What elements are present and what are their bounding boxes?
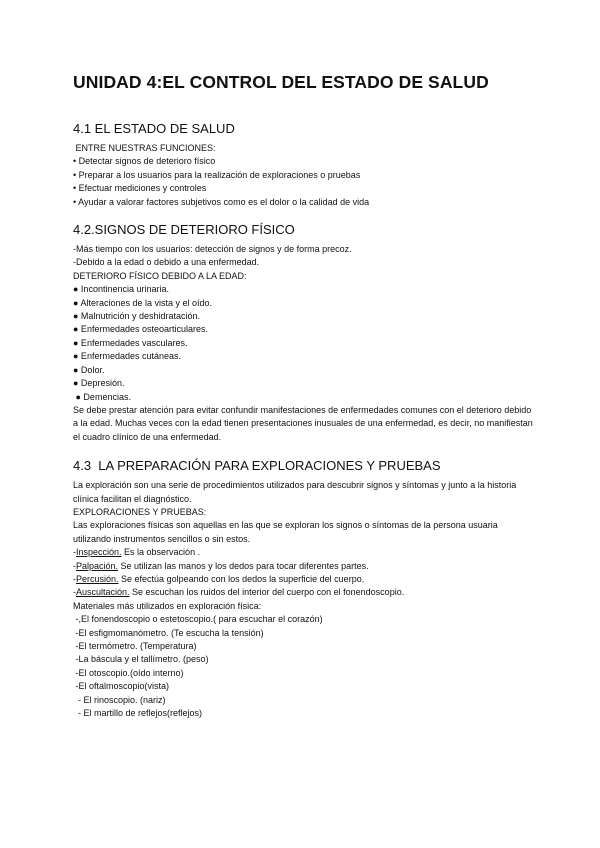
document-body — [73, 72, 533, 720]
list-item: -El oftalmoscopio(vista) — [73, 681, 170, 692]
list-item: -La báscula y el tallímetro. (peso) — [73, 654, 209, 665]
technique-term: Percusión. — [76, 573, 119, 584]
section-heading: 4.2.SIGNOS DE DETERIORO FÍSICO — [73, 222, 295, 238]
list-item: -,El fonendoscopio o estetoscopio.( para escuchar el corazón) — [73, 614, 323, 625]
list-item: ● Malnutrición y deshidratación. — [73, 311, 200, 322]
technique-text: Se escuchan los ruidos del interior del cuerpo con el fonendoscopio. — [129, 587, 405, 598]
deterioro-list — [73, 283, 533, 404]
section-intro: ENTRE NUESTRAS FUNCIONES: — [73, 143, 216, 153]
list-item: ● Demencias. — [73, 391, 131, 402]
technique-item — [73, 546, 533, 559]
materials-title: Materiales más utilizados en exploración física: — [73, 600, 262, 611]
section-heading: 4.3 LA PREPARACIÓN PARA EXPLORACIONES Y PRUEBAS — [73, 458, 441, 474]
text-line: -Debido a la edad o debido a una enfermedad. — [73, 257, 260, 268]
list-item: ● Enfermedades vasculares. — [73, 337, 188, 348]
section-preparacion-exploraciones — [73, 457, 533, 720]
technique-item — [73, 573, 533, 586]
list-item: ● Depresión. — [73, 378, 125, 389]
document-title: UNIDAD 4:EL CONTROL DEL ESTADO DE SALUD — [73, 72, 489, 92]
text-line: -Más tiempo con los usuarios: detección de signos y de forma precoz. — [73, 244, 352, 255]
list-item: ● Alteraciones de la vista y el oído. — [73, 297, 213, 308]
dash: - — [73, 547, 76, 558]
techniques-list — [73, 546, 533, 600]
list-item: ● Enfermedades osteoarticulares. — [73, 324, 209, 335]
list-item: ● Incontinencia urinaria. — [73, 284, 169, 295]
materials-list — [73, 613, 533, 720]
dash: - — [73, 587, 76, 598]
list-item: • Detectar signos de deterioro físico — [73, 156, 216, 167]
list-item: -El esfigmomanómetro. (Te escucha la tensión) — [73, 627, 264, 638]
technique-text: Es la observación . — [121, 547, 201, 558]
technique-item — [73, 586, 533, 599]
text-line: DETERIORO FÍSICO DEBIDO A LA EDAD: — [73, 270, 247, 281]
technique-term: Auscultación. — [76, 587, 130, 598]
section-estado-de-salud — [73, 120, 533, 209]
technique-text: Se efectúa golpeando con los dedos la superficie del cuerpo. — [118, 573, 365, 584]
list-item: ● Enfermedades cutáneas. — [73, 351, 181, 362]
paragraph: Las exploraciones físicas son aquellas en las que se exploran los signos o síntomas de la persona usuaria utilizando instrumentos sencillos o sin estos. — [73, 520, 498, 544]
dash: - — [73, 573, 76, 584]
list-item: • Preparar a los usuarios para la realización de exploraciones o pruebas — [73, 169, 361, 180]
list-item: - El rinoscopio. (nariz) — [73, 694, 166, 705]
paragraph: Se debe prestar atención para evitar confundir manifestaciones de enfermedades comunes con el deterioro debido a la edad. Muchas veces con la edad tienen presentaciones inusuales de una enfermedad, es decir, no manifiestan el cuadro clínico de una enfermedad. — [73, 404, 533, 442]
technique-text: Se utilizan las manos y los dedos para tocar diferentes partes. — [118, 560, 369, 571]
list-item: • Ayudar a valorar factores subjetivos como es el dolor o la calidad de vida — [73, 196, 370, 207]
section-heading: 4.1 EL ESTADO DE SALUD — [73, 121, 235, 136]
functions-list — [73, 155, 533, 209]
subheading: EXPLORACIONES Y PRUEBAS: — [73, 506, 207, 517]
list-item: -El termómetro. (Temperatura) — [73, 641, 197, 651]
dash: - — [73, 560, 76, 571]
list-item: ● Dolor. — [73, 364, 105, 375]
section-signos-deterioro — [73, 221, 533, 444]
technique-item — [73, 560, 533, 573]
paragraph: La exploración son una serie de procedimientos utilizados para descubrir signos y síntomas y junto a la historia clínica facilitan el diagnóstico. — [73, 480, 517, 504]
list-item: -El otoscopio.(oído interno) — [73, 667, 184, 678]
list-item: - El martillo de reflejos(reflejos) — [73, 708, 203, 719]
list-item: • Efectuar mediciones y controles — [73, 183, 207, 194]
technique-term: Inspección. — [76, 547, 122, 558]
technique-term: Palpación. — [76, 560, 119, 571]
